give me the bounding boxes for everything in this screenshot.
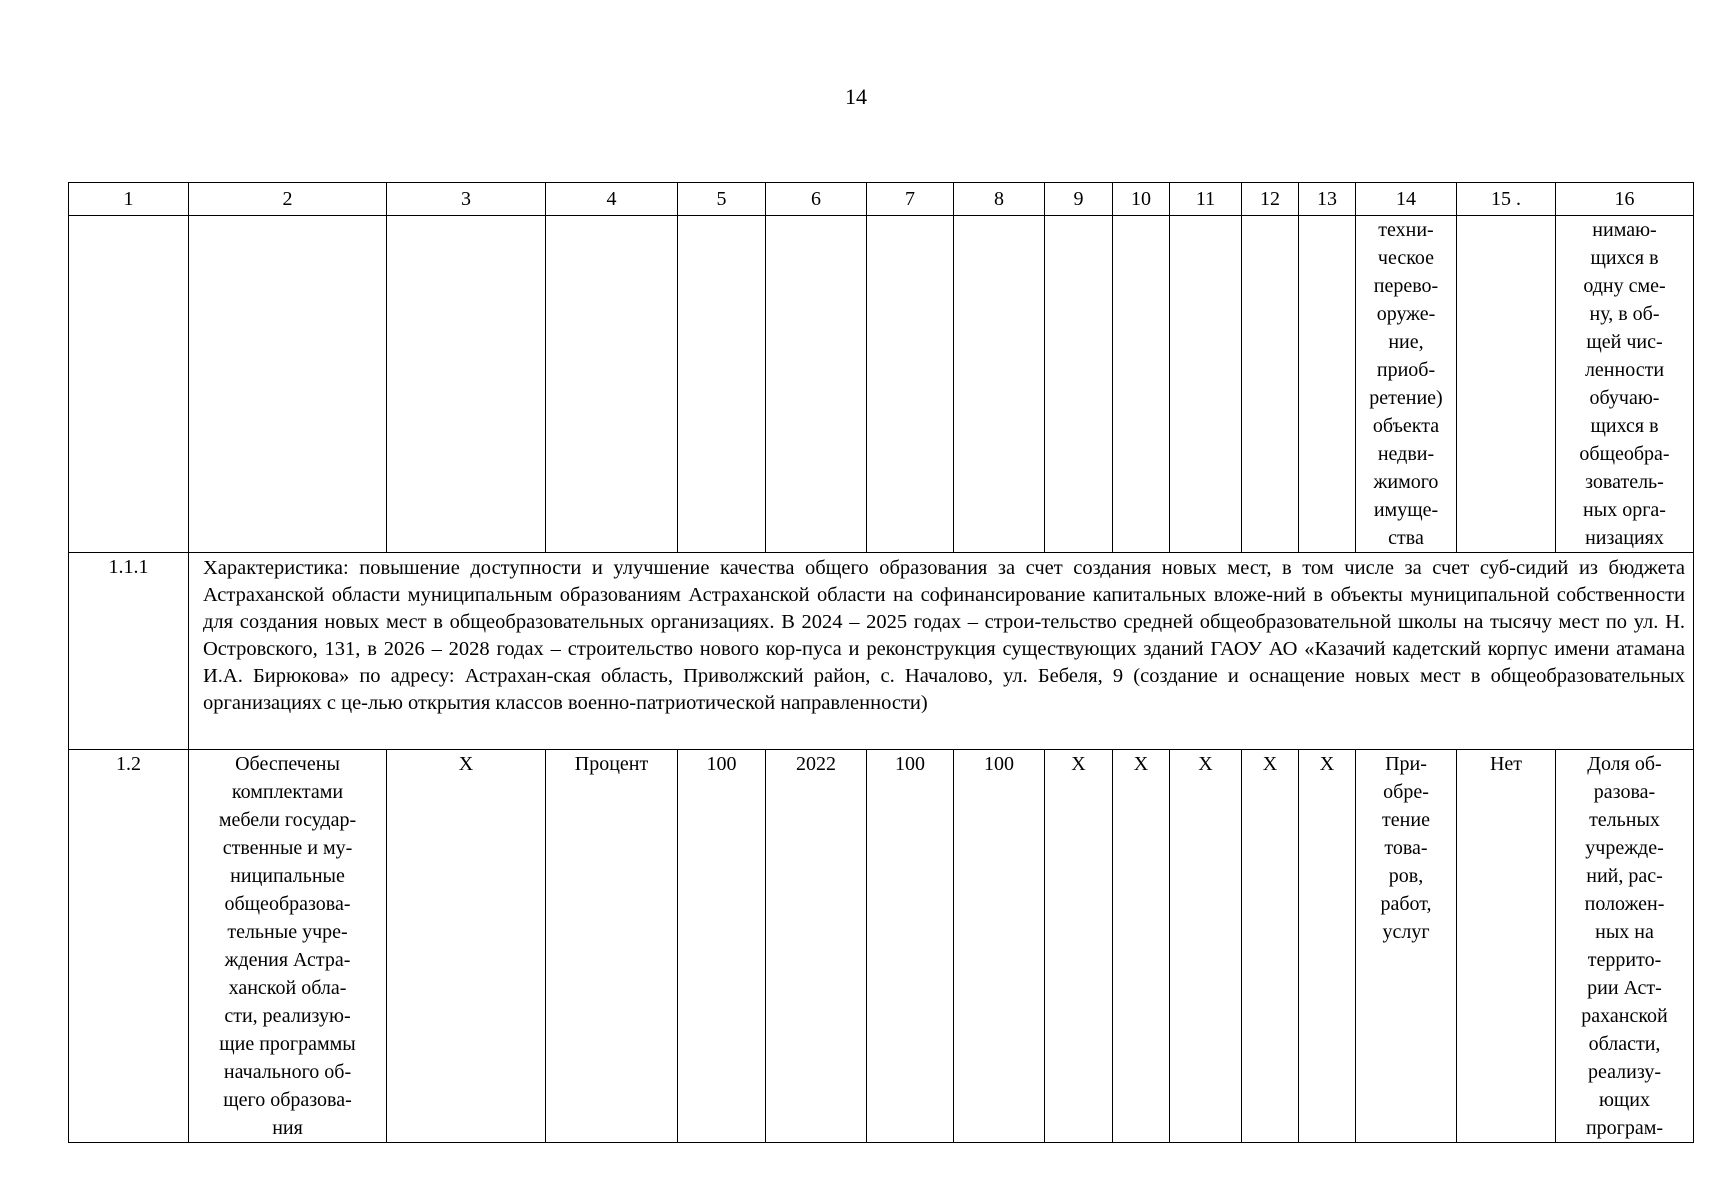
table-cell	[678, 750, 766, 1143]
cell-value: 100	[706, 753, 737, 775]
table-cell	[867, 750, 954, 1143]
indicator-text: нимаю- щихся в одну сме- ну, в об- щей чис- ленности обучаю- щихся в общеобра- зователь- ных орга- низациях	[1579, 219, 1670, 549]
empty-cell	[766, 216, 867, 553]
empty-cell	[69, 216, 189, 553]
column-number: 11	[1170, 183, 1242, 216]
item-row	[69, 750, 1694, 1143]
column-number: 2	[189, 183, 387, 216]
event-type-text: При- обре- тение това- ров, работ, услуг	[1380, 753, 1432, 943]
event-type-cell	[1356, 216, 1457, 553]
cell-value: Нет	[1489, 753, 1523, 775]
table-cell	[1299, 750, 1356, 1143]
column-number: 6	[766, 183, 867, 216]
table-cell	[954, 750, 1045, 1143]
column-number: 16	[1556, 183, 1694, 216]
result-name-text: Обеспечены комплектами мебели государ- ственные и му- ниципальные общеобразова- тельные учре- ждения Астра- ханской обла- сти, реализую- щие программы начального об- щего образова- ния	[218, 753, 357, 1139]
table-cell	[1457, 750, 1556, 1143]
column-number: 13	[1299, 183, 1356, 216]
table-cell	[1045, 750, 1113, 1143]
cell-value: 2022	[796, 753, 836, 775]
empty-cell	[954, 216, 1045, 553]
row-number-text: 1.2	[116, 753, 141, 775]
unit-cell	[546, 750, 678, 1143]
continuation-row	[69, 216, 1694, 553]
column-number: 7	[867, 183, 954, 216]
table-cell	[766, 750, 867, 1143]
cell-value: X	[1319, 753, 1335, 775]
empty-cell	[1045, 216, 1113, 553]
cell-value: 100	[984, 753, 1014, 775]
empty-cell	[1242, 216, 1299, 553]
result-name-cell	[189, 750, 387, 1143]
column-number: 12	[1242, 183, 1299, 216]
cell-value: X	[1071, 753, 1086, 775]
table-cell	[387, 750, 546, 1143]
empty-cell	[1457, 216, 1556, 553]
indicator-text: Доля об- разова- тельных учрежде- ний, рас- положен- ных на террито- рии Аст- раханской области, реализу- ющих програм-	[1581, 753, 1668, 1139]
empty-cell	[1170, 216, 1242, 553]
description-text: Характеристика: повышение доступности и улучшение качества общего образования за счет создания новых мест, в том числе за счет суб-сидий из бюджета Астраханской области муниципальным образованиям Астраханской области на софинансирование капитальных вложе-ний в объекты муниципальной собственности для создания новых мест в общеобразовательных организациях. В 2024 – 2025 годах – строи-тельство средней общеобразовательной школы на тысячу мест по ул. Н. Островского, 131, в 2026 – 2028 годах – строительство нового кор-пуса и реконструкция существующих зданий ГАОУ АО «Казачий кадетский корпус имени атамана И.А. Бирюкова» по адресу: Астрахан-ская область, Приволжский район, с. Началово, ул. Бебеля, 9 (создание и оснащение новых мест в общеобразовательных организациях с це-лью открытия классов военно-патриотической направленности)	[203, 557, 1685, 714]
page-number: 14	[845, 84, 867, 109]
indicator-cell	[1556, 216, 1694, 553]
column-number: 1	[69, 183, 189, 216]
empty-cell	[1299, 216, 1356, 553]
empty-cell	[546, 216, 678, 553]
column-number: 15 .	[1457, 183, 1556, 216]
row-number: 1.1.1	[69, 553, 189, 750]
description-cell	[189, 553, 1694, 750]
cell-value: X	[1262, 753, 1278, 775]
row-number	[69, 750, 189, 1143]
description-row	[69, 553, 1694, 750]
event-type-text: техни- ческое перево- оруже- ние, приоб- ретение) объекта недви- жимого имуще- ства	[1369, 219, 1443, 549]
cell-value: X	[1198, 753, 1213, 775]
cell-value: X	[458, 753, 474, 775]
empty-cell	[387, 216, 546, 553]
table-cell	[1242, 750, 1299, 1143]
empty-cell	[678, 216, 766, 553]
column-number: 10	[1113, 183, 1170, 216]
column-number-row	[69, 183, 1694, 216]
event-type-cell	[1356, 750, 1457, 1143]
table-cell	[1113, 750, 1170, 1143]
unit-text: Процент	[574, 753, 649, 775]
column-number: 5	[678, 183, 766, 216]
cell-value: X	[1133, 753, 1149, 775]
empty-cell	[1113, 216, 1170, 553]
column-number: 9	[1045, 183, 1113, 216]
indicator-cell	[1556, 750, 1694, 1143]
table-cell	[1170, 750, 1242, 1143]
column-number: 8	[954, 183, 1045, 216]
empty-cell	[867, 216, 954, 553]
indicators-table	[68, 182, 1694, 1143]
empty-cell	[189, 216, 387, 553]
cell-value: 100	[895, 753, 925, 775]
column-number: 3	[387, 183, 546, 216]
column-number: 4	[546, 183, 678, 216]
column-number: 14	[1356, 183, 1457, 216]
